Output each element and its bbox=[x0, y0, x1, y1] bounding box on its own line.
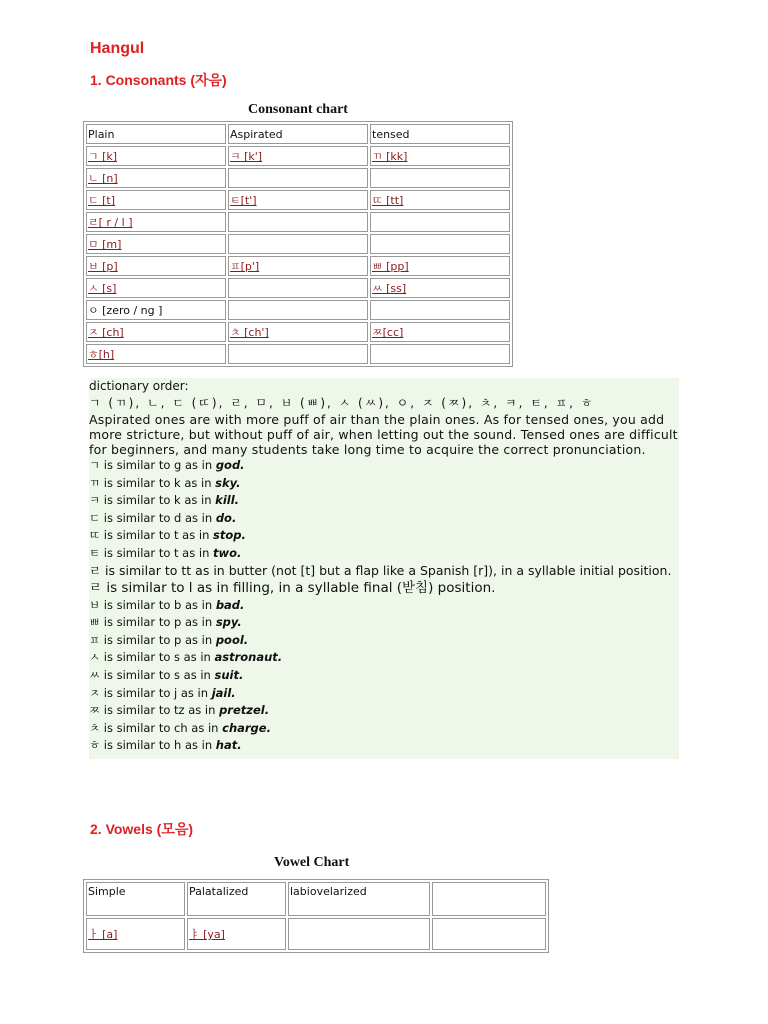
consonant-link[interactable]: ㅆ [ss] bbox=[372, 282, 407, 295]
table-row bbox=[86, 278, 510, 298]
page-title: Hangul bbox=[90, 40, 145, 57]
consonant-chart-caption: Consonant chart bbox=[248, 102, 348, 117]
similar-item: ㅎ is similar to h as in hat. bbox=[89, 738, 242, 753]
consonant-link[interactable]: ㅃ [pp] bbox=[372, 260, 409, 273]
header-cell: Palatalized bbox=[187, 882, 286, 916]
consonant-link[interactable]: ㅍ[p'] bbox=[230, 260, 260, 273]
consonant-link[interactable]: ㅎ[h] bbox=[88, 348, 115, 361]
consonant-link[interactable]: ㅉ[cc] bbox=[372, 326, 404, 339]
empty-cell bbox=[370, 212, 510, 232]
empty-cell bbox=[228, 234, 368, 254]
similar-item: ㅂ is similar to b as in bad. bbox=[89, 597, 245, 612]
table-header-row bbox=[86, 124, 510, 144]
empty-cell bbox=[228, 300, 368, 320]
rieul-initial-note: ㄹ is similar to tt as in butter (not [t] but a flap like a Spanish [r]), in a syllable initial position. bbox=[89, 562, 672, 578]
similar-item: ㄸ is similar to t as in stop. bbox=[89, 528, 246, 543]
consonant-link[interactable]: ㅌ[t'] bbox=[230, 194, 257, 207]
similar-item: ㅈ is similar to j as in jail. bbox=[89, 685, 236, 700]
table-row bbox=[86, 322, 510, 342]
table-row bbox=[86, 190, 510, 210]
consonant-chart bbox=[83, 121, 513, 367]
consonant-link[interactable]: ㅅ [s] bbox=[88, 282, 117, 295]
dictionary-order: ㄱ (ㄲ), ㄴ, ㄷ (ㄸ), ㄹ, ㅁ, ㅂ (ㅃ), ㅅ (ㅆ), ㅇ, ㅈ (ㅉ), ㅊ, ㅋ, ㅌ, ㅍ, ㅎ bbox=[89, 396, 595, 410]
empty-cell bbox=[228, 344, 368, 364]
header-cell bbox=[432, 882, 546, 916]
empty-cell bbox=[370, 168, 510, 188]
empty-cell bbox=[432, 918, 546, 950]
table-row bbox=[86, 146, 510, 166]
empty-cell bbox=[228, 212, 368, 232]
vowel-link[interactable]: ㅏ [a] bbox=[88, 928, 118, 941]
table-row bbox=[86, 256, 510, 276]
table-row bbox=[86, 300, 510, 320]
consonant-link[interactable]: ㄸ [tt] bbox=[372, 194, 404, 207]
table-row bbox=[86, 234, 510, 254]
empty-cell bbox=[370, 344, 510, 364]
rieul-final-note: ㄹ is similar to l as in filling, in a syllable final (받침) position. bbox=[89, 579, 496, 596]
similar-item: ㄷ is similar to d as in do. bbox=[89, 510, 237, 525]
table-row bbox=[86, 212, 510, 232]
empty-cell bbox=[370, 234, 510, 254]
table-row bbox=[86, 918, 546, 950]
similar-item: ㅌ is similar to t as in two. bbox=[89, 545, 242, 560]
similar-item: ㅊ is similar to ch as in charge. bbox=[89, 720, 271, 735]
vowels-heading: 2. Vowels (모음) bbox=[90, 821, 194, 837]
header-cell: labiovelarized bbox=[288, 882, 430, 916]
vowel-chart-caption: Vowel Chart bbox=[274, 855, 350, 870]
dictionary-order-label: dictionary order: bbox=[89, 379, 189, 393]
aspiration-paragraph: Aspirated ones are with more puff of air than the plain ones. As for tensed ones, you add more stricture, but without puff of air, when letting out the sound. Tensed ones are difficult for beginners, and many students take long time to acquire the correct pronunciation. bbox=[89, 412, 678, 457]
header-cell: Plain bbox=[86, 124, 226, 144]
similar-item: ㅅ is similar to s as in astronaut. bbox=[89, 650, 283, 665]
vowel-link[interactable]: ㅑ [ya] bbox=[189, 928, 225, 941]
consonant-link[interactable]: ㄱ [k] bbox=[88, 150, 118, 163]
consonant-link[interactable]: ㄷ [t] bbox=[88, 194, 116, 207]
table-row bbox=[86, 344, 510, 364]
consonant-cell: ㅇ [zero / ng ] bbox=[86, 300, 226, 320]
pronunciation-notes bbox=[89, 378, 679, 759]
table-header-row bbox=[86, 882, 546, 916]
similar-item: ㅃ is similar to p as in spy. bbox=[89, 615, 242, 630]
similar-item: ㅆ is similar to s as in suit. bbox=[89, 667, 244, 682]
header-cell: Simple bbox=[86, 882, 185, 916]
empty-cell bbox=[228, 168, 368, 188]
similar-item: ㄲ is similar to k as in sky. bbox=[89, 475, 241, 490]
consonant-link[interactable]: ㅁ [m] bbox=[88, 238, 122, 251]
similar-item: ㅉ is similar to tz as in pretzel. bbox=[89, 703, 270, 718]
table-row bbox=[86, 168, 510, 188]
consonant-link[interactable]: ㅈ [ch] bbox=[88, 326, 124, 339]
consonant-link[interactable]: ㄴ [n] bbox=[88, 172, 118, 185]
vowel-chart bbox=[83, 879, 549, 953]
consonant-link[interactable]: ㄲ [kk] bbox=[372, 150, 408, 163]
consonants-heading: 1. Consonants (자음) bbox=[90, 72, 227, 88]
similar-item: ㅍ is similar to p as in pool. bbox=[89, 632, 249, 647]
empty-cell bbox=[370, 300, 510, 320]
consonant-link[interactable]: ㅊ [ch'] bbox=[230, 326, 269, 339]
empty-cell bbox=[228, 278, 368, 298]
empty-cell bbox=[288, 918, 430, 950]
consonant-link[interactable]: ㅋ [k'] bbox=[230, 150, 263, 163]
header-cell: tensed bbox=[370, 124, 510, 144]
consonant-link[interactable]: ㄹ[ r / l ] bbox=[88, 216, 133, 229]
similar-item: ㅋ is similar to k as in kill. bbox=[89, 493, 240, 508]
header-cell: Aspirated bbox=[228, 124, 368, 144]
consonant-link[interactable]: ㅂ [p] bbox=[88, 260, 118, 273]
similar-item: ㄱ is similar to g as in god. bbox=[89, 458, 245, 472]
